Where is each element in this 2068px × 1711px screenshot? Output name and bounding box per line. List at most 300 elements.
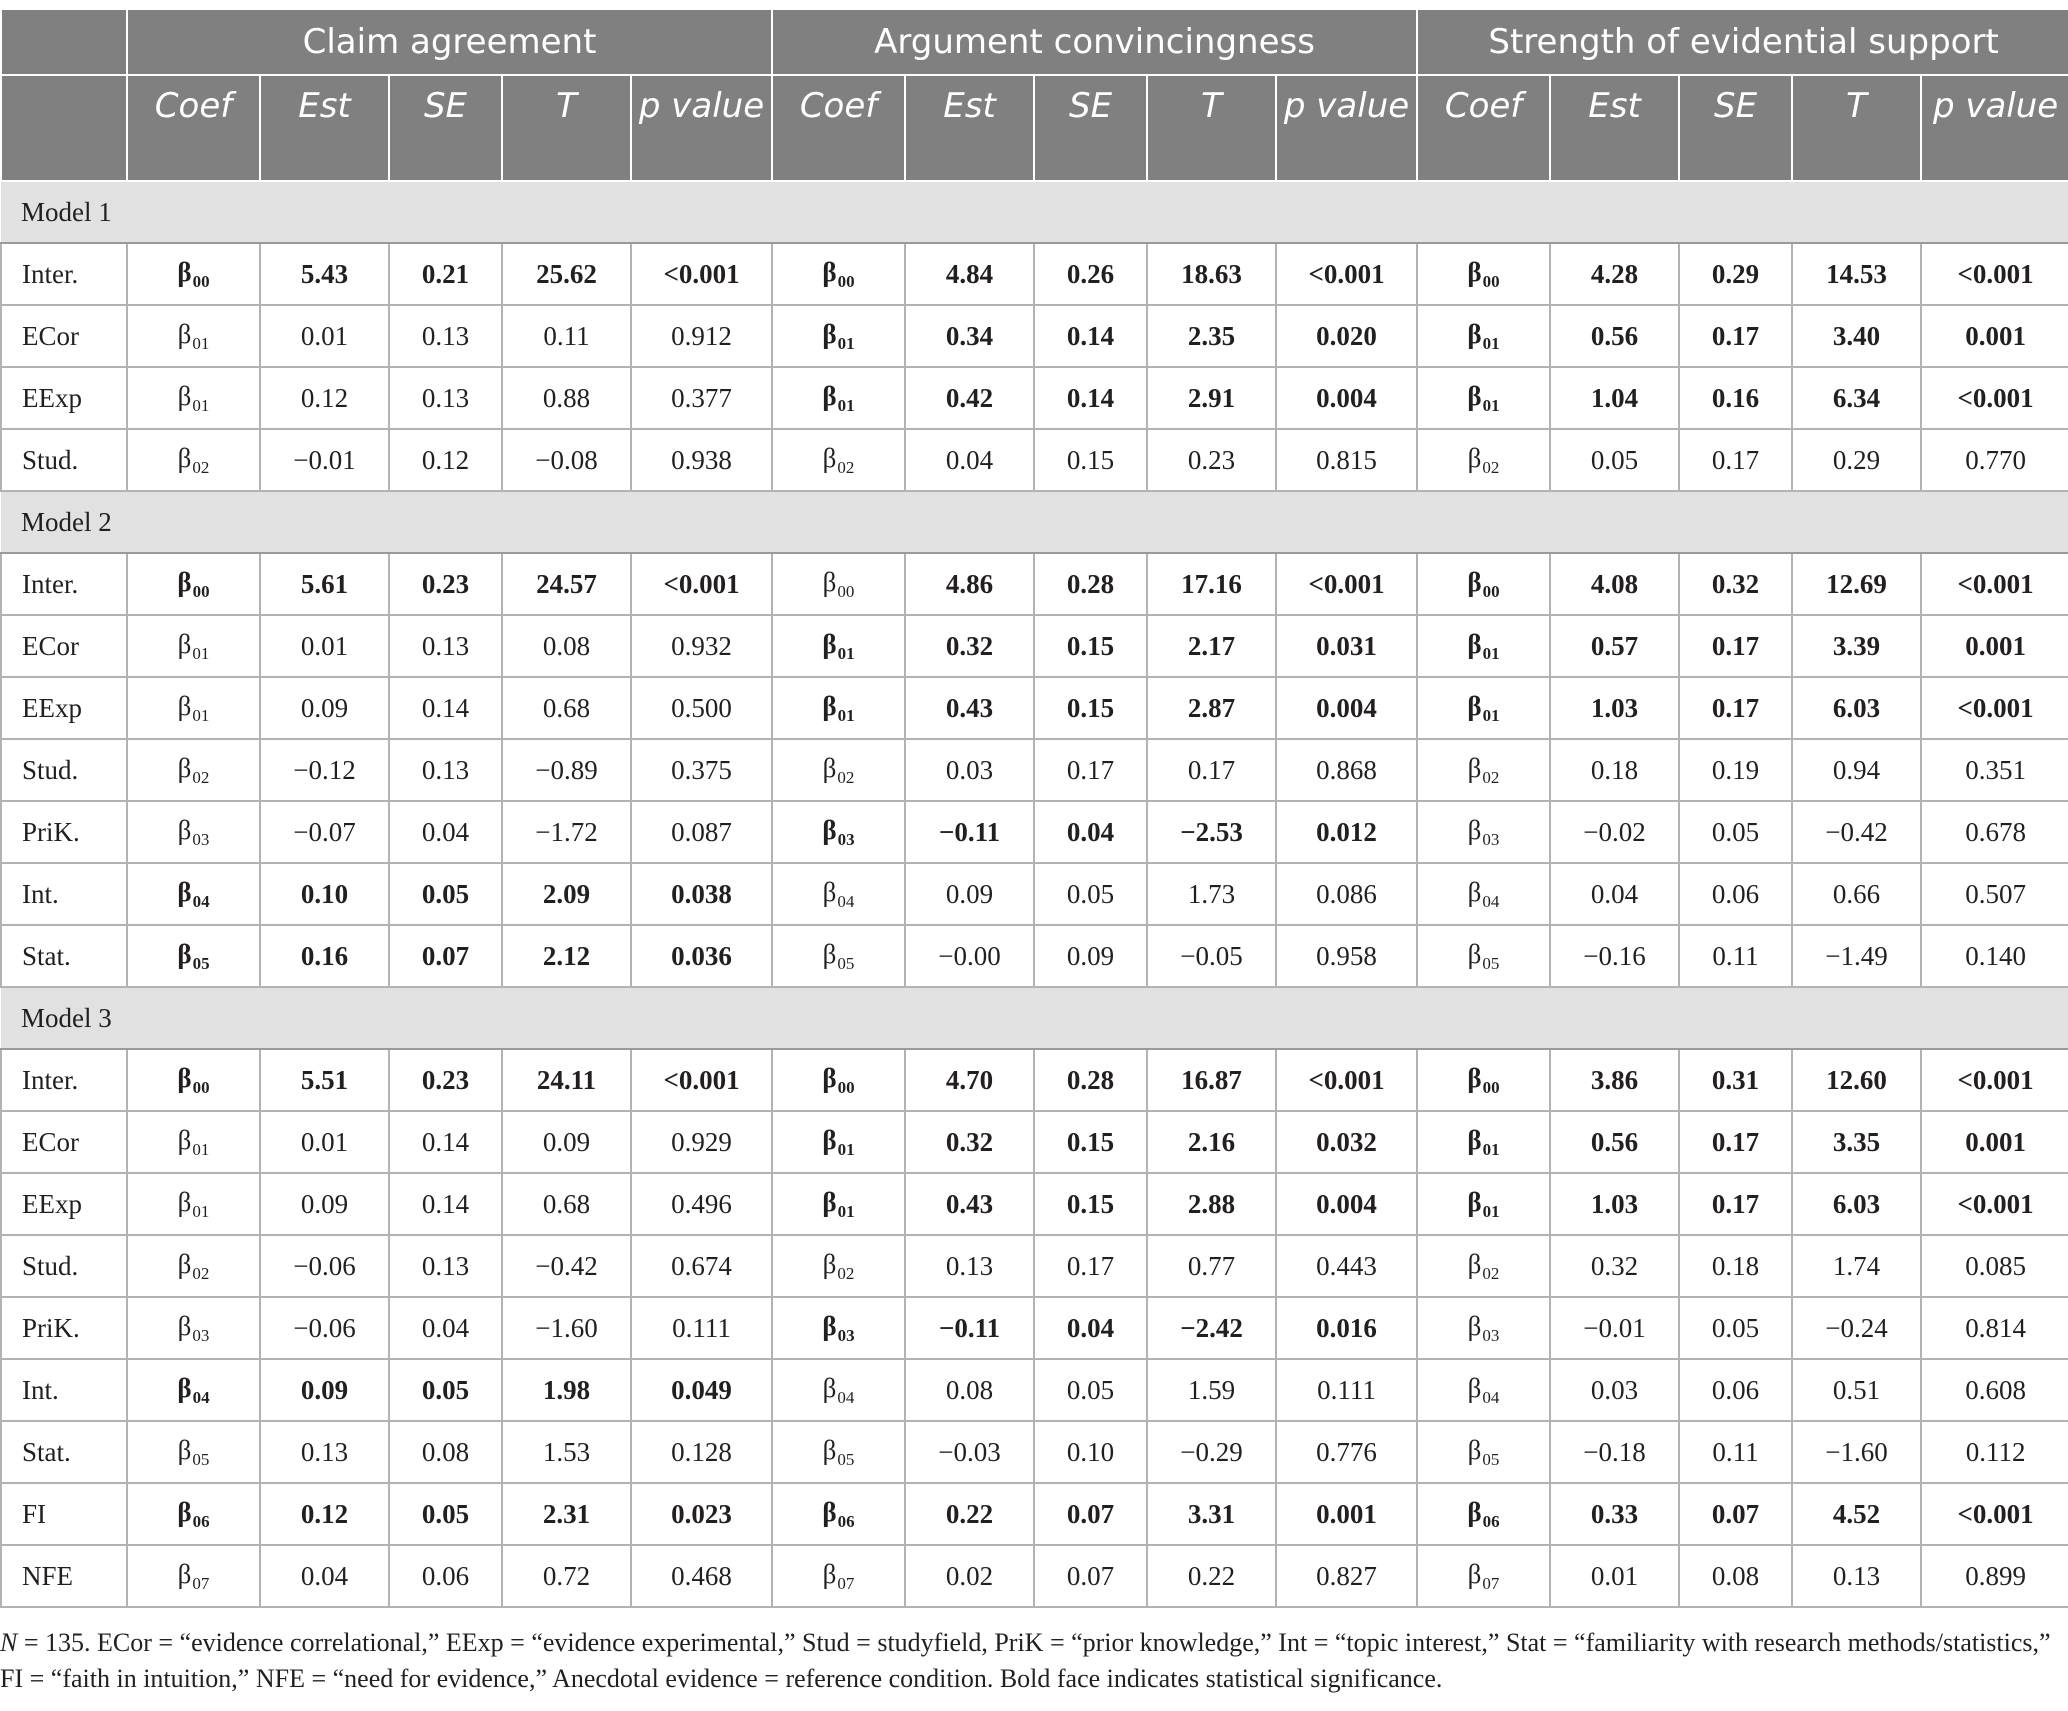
- estimate-cell: 0.56: [1550, 305, 1679, 367]
- coef-subscript: 01: [837, 643, 855, 663]
- coef-cell: [1417, 243, 1550, 305]
- estimate-cell: −0.06: [260, 1297, 389, 1359]
- table-row: [1, 739, 2068, 801]
- t-value-cell: 0.23: [1147, 429, 1276, 491]
- se-cell: 0.05: [1679, 801, 1792, 863]
- coef-subscript: 04: [192, 1387, 210, 1407]
- coef-subscript: 07: [1482, 1573, 1500, 1593]
- p-value-cell: 0.500: [631, 677, 772, 739]
- table-body: [1, 181, 2068, 1607]
- estimate-cell: 0.01: [260, 305, 389, 367]
- estimate-cell: 4.86: [905, 553, 1034, 615]
- coef-cell: [1417, 1049, 1550, 1111]
- p-value-cell: 0.507: [1921, 863, 2068, 925]
- predictor-label: ECor: [1, 615, 127, 677]
- predictor-label: EExp: [1, 1173, 127, 1235]
- beta-symbol: $\beta_{02}$: [822, 1248, 855, 1283]
- se-cell: 0.04: [1034, 1297, 1147, 1359]
- t-value-cell: 0.94: [1792, 739, 1921, 801]
- estimate-cell: 4.28: [1550, 243, 1679, 305]
- estimate-cell: 4.08: [1550, 553, 1679, 615]
- p-value-cell: 0.868: [1276, 739, 1417, 801]
- predictor-label: Stud.: [1, 429, 127, 491]
- se-cell: 0.29: [1679, 243, 1792, 305]
- estimate-cell: 0.01: [1550, 1545, 1679, 1607]
- se-cell: 0.17: [1034, 1235, 1147, 1297]
- estimate-cell: 0.32: [1550, 1235, 1679, 1297]
- beta-symbol: $\beta_{00}$: [1467, 566, 1500, 601]
- p-value-cell: 0.112: [1921, 1421, 2068, 1483]
- beta-symbol: $\beta_{06}$: [177, 1496, 210, 1531]
- coef-cell: [1417, 1483, 1550, 1545]
- beta-symbol: $\beta_{01}$: [822, 628, 855, 663]
- predictor-label: Stat.: [1, 1421, 127, 1483]
- estimate-cell: −0.12: [260, 739, 389, 801]
- estimate-cell: −0.11: [905, 1297, 1034, 1359]
- coef-subscript: 01: [192, 705, 210, 725]
- p-value-cell: 0.085: [1921, 1235, 2068, 1297]
- beta-symbol: $\beta_{02}$: [177, 752, 210, 787]
- coef-subscript: 01: [837, 333, 855, 353]
- regression-table: [0, 8, 2068, 1608]
- coef-cell: [127, 367, 260, 429]
- t-value-cell: 0.72: [502, 1545, 631, 1607]
- group-header-claim-agreement: Claim agreement: [127, 9, 772, 75]
- coef-subscript: 00: [1482, 1077, 1500, 1097]
- column-header-t: T: [1792, 75, 1921, 181]
- p-value-cell: 0.036: [631, 925, 772, 987]
- coef-cell: [772, 863, 905, 925]
- estimate-cell: 0.42: [905, 367, 1034, 429]
- p-value-cell: 0.674: [631, 1235, 772, 1297]
- coef-cell: [772, 1421, 905, 1483]
- estimate-cell: −0.00: [905, 925, 1034, 987]
- se-cell: 0.04: [1034, 801, 1147, 863]
- table-row: [1, 1483, 2068, 1545]
- se-cell: 0.15: [1034, 615, 1147, 677]
- coef-cell: [127, 429, 260, 491]
- coef-cell: [772, 1235, 905, 1297]
- se-cell: 0.31: [1679, 1049, 1792, 1111]
- coef-cell: [127, 615, 260, 677]
- se-cell: 0.23: [389, 553, 502, 615]
- table-row: [1, 367, 2068, 429]
- se-cell: 0.15: [1034, 1173, 1147, 1235]
- p-value-cell: <0.001: [1276, 243, 1417, 305]
- column-header-p-value: p value: [1276, 75, 1417, 181]
- column-header-est: Est: [905, 75, 1034, 181]
- estimate-cell: −0.01: [260, 429, 389, 491]
- coef-subscript: 01: [192, 643, 210, 663]
- model-title: Model 1: [1, 181, 2068, 243]
- predictor-label: ECor: [1, 1111, 127, 1173]
- coef-cell: [1417, 1359, 1550, 1421]
- table-row: [1, 1235, 2068, 1297]
- p-value-cell: 0.023: [631, 1483, 772, 1545]
- estimate-cell: 0.03: [905, 739, 1034, 801]
- se-cell: 0.15: [1034, 429, 1147, 491]
- corner-cell: [1, 9, 127, 75]
- estimate-cell: 0.22: [905, 1483, 1034, 1545]
- se-cell: 0.14: [389, 1111, 502, 1173]
- coef-subscript: 01: [1482, 1139, 1500, 1159]
- beta-symbol: $\beta_{00}$: [1467, 256, 1500, 291]
- coef-cell: [772, 367, 905, 429]
- footnote-text-1: = 135. ECor = “evidence correlational,” EExp = “evidence experimental,” Stud = studyfield, PriK = “prior knowledge,” Int = “topic interest,” Stat = “familiarity with research methods/statistics,”: [17, 1628, 2051, 1657]
- beta-symbol: $\beta_{03}$: [177, 814, 210, 849]
- estimate-cell: 5.51: [260, 1049, 389, 1111]
- coef-cell: [127, 1111, 260, 1173]
- beta-symbol: $\beta_{05}$: [177, 938, 210, 973]
- coef-subscript: 05: [1482, 953, 1500, 973]
- coef-cell: [127, 1421, 260, 1483]
- coef-cell: [1417, 1173, 1550, 1235]
- estimate-cell: 0.43: [905, 677, 1034, 739]
- t-value-cell: −0.42: [1792, 801, 1921, 863]
- table-row: [1, 1545, 2068, 1607]
- se-cell: 0.32: [1679, 553, 1792, 615]
- predictor-label: Stat.: [1, 925, 127, 987]
- table-row: [1, 1049, 2068, 1111]
- coef-subscript: 05: [837, 1449, 855, 1469]
- coef-subscript: 07: [837, 1573, 855, 1593]
- beta-symbol: $\beta_{01}$: [177, 628, 210, 663]
- predictor-label: Inter.: [1, 553, 127, 615]
- se-cell: 0.17: [1679, 429, 1792, 491]
- t-value-cell: 0.68: [502, 677, 631, 739]
- t-value-cell: −1.49: [1792, 925, 1921, 987]
- estimate-cell: 0.43: [905, 1173, 1034, 1235]
- beta-symbol: $\beta_{02}$: [822, 752, 855, 787]
- coef-subscript: 00: [837, 271, 855, 291]
- coef-cell: [772, 1173, 905, 1235]
- estimate-cell: 0.12: [260, 1483, 389, 1545]
- column-header-t: T: [502, 75, 631, 181]
- t-value-cell: −2.53: [1147, 801, 1276, 863]
- coef-subscript: 00: [192, 1077, 210, 1097]
- beta-symbol: $\beta_{04}$: [822, 876, 855, 911]
- p-value-cell: 0.001: [1921, 1111, 2068, 1173]
- coef-subscript: 00: [192, 581, 210, 601]
- p-value-cell: 0.468: [631, 1545, 772, 1607]
- beta-symbol: $\beta_{00}$: [1467, 1062, 1500, 1097]
- beta-symbol: $\beta_{01}$: [177, 318, 210, 353]
- coef-cell: [772, 1111, 905, 1173]
- t-value-cell: −0.05: [1147, 925, 1276, 987]
- beta-symbol: $\beta_{00}$: [177, 256, 210, 291]
- t-value-cell: 0.08: [502, 615, 631, 677]
- coef-subscript: 00: [1482, 271, 1500, 291]
- coef-subscript: 02: [192, 457, 210, 477]
- predictor-label: Inter.: [1, 243, 127, 305]
- coef-cell: [772, 1297, 905, 1359]
- estimate-cell: 0.57: [1550, 615, 1679, 677]
- se-cell: 0.28: [1034, 1049, 1147, 1111]
- estimate-cell: −0.01: [1550, 1297, 1679, 1359]
- p-value-cell: 0.827: [1276, 1545, 1417, 1607]
- coef-cell: [1417, 367, 1550, 429]
- estimate-cell: 3.86: [1550, 1049, 1679, 1111]
- beta-symbol: $\beta_{07}$: [822, 1558, 855, 1593]
- p-value-cell: 0.815: [1276, 429, 1417, 491]
- p-value-cell: 0.004: [1276, 677, 1417, 739]
- footnote-line-1: [0, 1625, 2060, 1661]
- coef-subscript: 04: [837, 891, 855, 911]
- coef-cell: [1417, 1545, 1550, 1607]
- table-row: [1, 863, 2068, 925]
- coef-subscript: 01: [837, 705, 855, 725]
- beta-symbol: $\beta_{01}$: [177, 1124, 210, 1159]
- table-row: [1, 243, 2068, 305]
- coef-subscript: 02: [1482, 457, 1500, 477]
- se-cell: 0.11: [1679, 1421, 1792, 1483]
- p-value-cell: 0.004: [1276, 367, 1417, 429]
- corner-cell: [1, 75, 127, 181]
- beta-symbol: $\beta_{01}$: [822, 1124, 855, 1159]
- se-cell: 0.13: [389, 1235, 502, 1297]
- coef-cell: [772, 615, 905, 677]
- column-header-est: Est: [1550, 75, 1679, 181]
- t-value-cell: 17.16: [1147, 553, 1276, 615]
- coef-subscript: 07: [192, 1573, 210, 1593]
- beta-symbol: $\beta_{01}$: [177, 690, 210, 725]
- coef-subscript: 03: [1482, 1325, 1500, 1345]
- beta-symbol: $\beta_{02}$: [177, 1248, 210, 1283]
- se-cell: 0.08: [389, 1421, 502, 1483]
- estimate-cell: 5.61: [260, 553, 389, 615]
- p-value-cell: 0.111: [1276, 1359, 1417, 1421]
- se-cell: 0.17: [1679, 1173, 1792, 1235]
- coef-subscript: 00: [192, 271, 210, 291]
- coef-cell: [1417, 739, 1550, 801]
- t-value-cell: 16.87: [1147, 1049, 1276, 1111]
- beta-symbol: $\beta_{05}$: [1467, 1434, 1500, 1469]
- column-header-se: SE: [1034, 75, 1147, 181]
- t-value-cell: 0.68: [502, 1173, 631, 1235]
- t-value-cell: 2.12: [502, 925, 631, 987]
- estimate-cell: −0.03: [905, 1421, 1034, 1483]
- se-cell: 0.14: [389, 1173, 502, 1235]
- se-cell: 0.07: [1034, 1483, 1147, 1545]
- t-value-cell: 0.11: [502, 305, 631, 367]
- t-value-cell: 2.88: [1147, 1173, 1276, 1235]
- beta-symbol: $\beta_{01}$: [1467, 318, 1500, 353]
- coef-subscript: 01: [837, 1139, 855, 1159]
- beta-symbol: $\beta_{06}$: [1467, 1496, 1500, 1531]
- coef-subscript: 03: [192, 829, 210, 849]
- coef-subscript: 03: [192, 1325, 210, 1345]
- p-value-cell: 0.038: [631, 863, 772, 925]
- p-value-cell: 0.031: [1276, 615, 1417, 677]
- coef-subscript: 00: [837, 1077, 855, 1097]
- t-value-cell: 2.91: [1147, 367, 1276, 429]
- column-header-se: SE: [389, 75, 502, 181]
- column-header-se: SE: [1679, 75, 1792, 181]
- beta-symbol: $\beta_{01}$: [1467, 380, 1500, 415]
- beta-symbol: $\beta_{07}$: [177, 1558, 210, 1593]
- coef-subscript: 01: [1482, 643, 1500, 663]
- footnote-line-2: FI = “faith in intuition,” NFE = “need for evidence,” Anecdotal evidence = reference condition. Bold face indicates statistical significance.: [0, 1664, 1443, 1693]
- beta-symbol: $\beta_{04}$: [822, 1372, 855, 1407]
- p-value-cell: 0.912: [631, 305, 772, 367]
- coef-cell: [772, 243, 905, 305]
- beta-symbol: $\beta_{04}$: [177, 1372, 210, 1407]
- table-row: [1, 801, 2068, 863]
- coef-cell: [127, 863, 260, 925]
- estimate-cell: 0.01: [260, 1111, 389, 1173]
- se-cell: 0.13: [389, 367, 502, 429]
- estimate-cell: 0.04: [260, 1545, 389, 1607]
- model-title: Model 2: [1, 491, 2068, 553]
- table-row: [1, 305, 2068, 367]
- t-value-cell: 1.73: [1147, 863, 1276, 925]
- p-value-cell: 0.001: [1921, 305, 2068, 367]
- t-value-cell: 0.51: [1792, 1359, 1921, 1421]
- beta-symbol: $\beta_{02}$: [1467, 1248, 1500, 1283]
- se-cell: 0.09: [1034, 925, 1147, 987]
- column-header-est: Est: [260, 75, 389, 181]
- t-value-cell: 1.53: [502, 1421, 631, 1483]
- coef-cell: [127, 677, 260, 739]
- t-value-cell: 2.87: [1147, 677, 1276, 739]
- t-value-cell: 1.74: [1792, 1235, 1921, 1297]
- coef-subscript: 05: [837, 953, 855, 973]
- se-cell: 0.13: [389, 305, 502, 367]
- coef-cell: [127, 553, 260, 615]
- estimate-cell: 0.10: [260, 863, 389, 925]
- p-value-cell: 0.678: [1921, 801, 2068, 863]
- predictor-label: EExp: [1, 677, 127, 739]
- estimate-cell: −0.16: [1550, 925, 1679, 987]
- column-header-coef: Coef: [772, 75, 905, 181]
- beta-symbol: $\beta_{03}$: [1467, 814, 1500, 849]
- p-value-cell: 0.608: [1921, 1359, 2068, 1421]
- estimate-cell: 4.84: [905, 243, 1034, 305]
- coef-subscript: 05: [192, 1449, 210, 1469]
- se-cell: 0.05: [1679, 1297, 1792, 1359]
- coef-cell: [127, 739, 260, 801]
- p-value-cell: 0.496: [631, 1173, 772, 1235]
- t-value-cell: 6.34: [1792, 367, 1921, 429]
- se-cell: 0.15: [1034, 677, 1147, 739]
- se-cell: 0.04: [389, 801, 502, 863]
- estimate-cell: −0.11: [905, 801, 1034, 863]
- t-value-cell: −0.89: [502, 739, 631, 801]
- t-value-cell: 2.16: [1147, 1111, 1276, 1173]
- p-value-cell: 0.087: [631, 801, 772, 863]
- p-value-cell: 0.375: [631, 739, 772, 801]
- t-value-cell: 0.77: [1147, 1235, 1276, 1297]
- se-cell: 0.07: [1034, 1545, 1147, 1607]
- column-header-p-value: p value: [1921, 75, 2068, 181]
- p-value-cell: <0.001: [1921, 677, 2068, 739]
- t-value-cell: 0.66: [1792, 863, 1921, 925]
- predictor-label: FI: [1, 1483, 127, 1545]
- coef-cell: [1417, 1111, 1550, 1173]
- t-value-cell: 0.09: [502, 1111, 631, 1173]
- t-value-cell: 3.31: [1147, 1483, 1276, 1545]
- t-value-cell: 12.69: [1792, 553, 1921, 615]
- coef-subscript: 01: [192, 1139, 210, 1159]
- beta-symbol: $\beta_{01}$: [1467, 690, 1500, 725]
- se-cell: 0.14: [389, 677, 502, 739]
- coef-subscript: 02: [837, 1263, 855, 1283]
- estimate-cell: −0.18: [1550, 1421, 1679, 1483]
- model-title: Model 3: [1, 987, 2068, 1049]
- p-value-cell: 0.020: [1276, 305, 1417, 367]
- predictor-label: Int.: [1, 1359, 127, 1421]
- predictor-label: EExp: [1, 367, 127, 429]
- se-cell: 0.17: [1034, 739, 1147, 801]
- coef-cell: [772, 429, 905, 491]
- coef-cell: [1417, 553, 1550, 615]
- t-value-cell: 6.03: [1792, 677, 1921, 739]
- beta-symbol: $\beta_{03}$: [1467, 1310, 1500, 1345]
- t-value-cell: 2.35: [1147, 305, 1276, 367]
- estimate-cell: 0.05: [1550, 429, 1679, 491]
- coef-cell: [127, 1173, 260, 1235]
- coef-cell: [1417, 925, 1550, 987]
- coef-subscript: 02: [1482, 1263, 1500, 1283]
- se-cell: 0.06: [1679, 1359, 1792, 1421]
- beta-symbol: $\beta_{07}$: [1467, 1558, 1500, 1593]
- coef-subscript: 03: [1482, 829, 1500, 849]
- predictor-label: Int.: [1, 863, 127, 925]
- beta-symbol: $\beta_{05}$: [822, 1434, 855, 1469]
- coef-cell: [127, 243, 260, 305]
- beta-symbol: $\beta_{01}$: [1467, 628, 1500, 663]
- estimate-cell: 0.13: [905, 1235, 1034, 1297]
- group-header-argument-convincingness: Argument convincingness: [772, 9, 1417, 75]
- se-cell: 0.05: [1034, 863, 1147, 925]
- beta-symbol: $\beta_{00}$: [822, 256, 855, 291]
- beta-symbol: $\beta_{00}$: [822, 566, 855, 601]
- p-value-cell: 0.086: [1276, 863, 1417, 925]
- t-value-cell: 0.88: [502, 367, 631, 429]
- estimate-cell: 0.09: [260, 1173, 389, 1235]
- coef-cell: [127, 1235, 260, 1297]
- table-row: [1, 1111, 2068, 1173]
- coef-cell: [772, 305, 905, 367]
- beta-symbol: $\beta_{00}$: [177, 1062, 210, 1097]
- predictor-label: ECor: [1, 305, 127, 367]
- t-value-cell: 1.59: [1147, 1359, 1276, 1421]
- table-header: [1, 9, 2068, 181]
- t-value-cell: 2.31: [502, 1483, 631, 1545]
- t-value-cell: −2.42: [1147, 1297, 1276, 1359]
- se-cell: 0.06: [389, 1545, 502, 1607]
- column-header-p-value: p value: [631, 75, 772, 181]
- estimate-cell: 0.04: [1550, 863, 1679, 925]
- p-value-cell: 0.443: [1276, 1235, 1417, 1297]
- se-cell: 0.13: [389, 615, 502, 677]
- coef-cell: [772, 801, 905, 863]
- t-value-cell: 3.40: [1792, 305, 1921, 367]
- coef-cell: [127, 1359, 260, 1421]
- estimate-cell: 0.32: [905, 615, 1034, 677]
- column-header-row: [1, 75, 2068, 181]
- t-value-cell: −0.42: [502, 1235, 631, 1297]
- coef-cell: [1417, 1297, 1550, 1359]
- beta-symbol: $\beta_{01}$: [177, 1186, 210, 1221]
- t-value-cell: −1.60: [1792, 1421, 1921, 1483]
- t-value-cell: 12.60: [1792, 1049, 1921, 1111]
- beta-symbol: $\beta_{04}$: [1467, 876, 1500, 911]
- coef-cell: [127, 305, 260, 367]
- coef-cell: [1417, 1421, 1550, 1483]
- se-cell: 0.17: [1679, 677, 1792, 739]
- p-value-cell: 0.001: [1921, 615, 2068, 677]
